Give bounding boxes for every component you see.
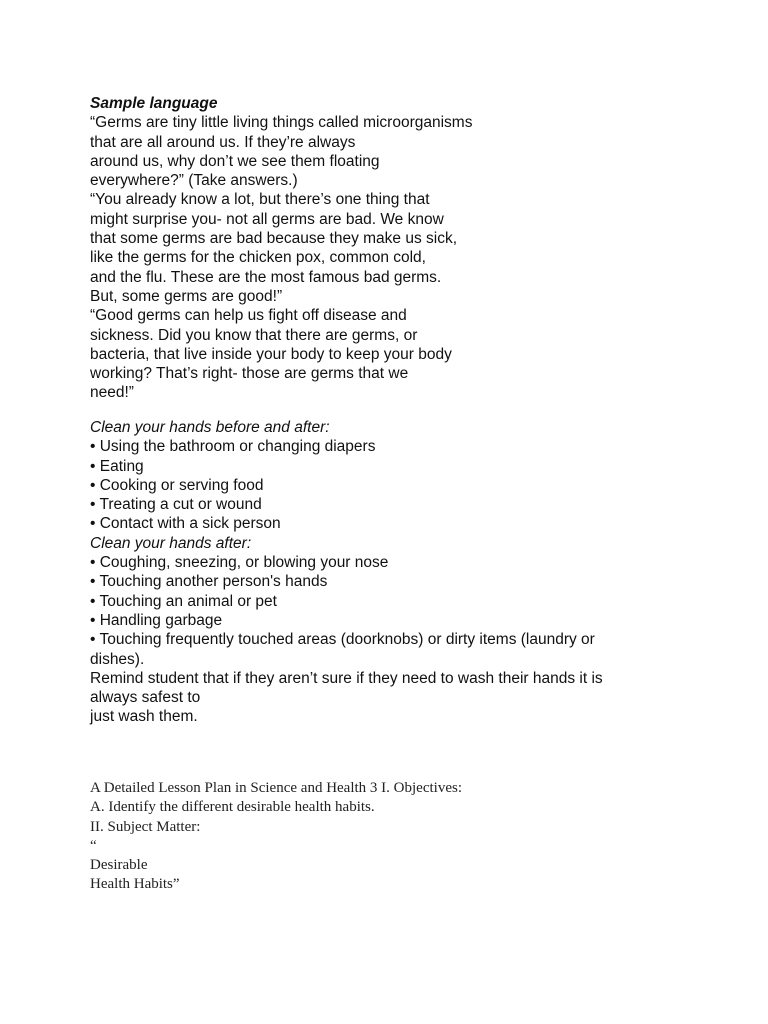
text-line: “Germs are tiny little living things called microorganisms (90, 114, 473, 132)
lesson-plan-section (90, 779, 462, 895)
text-line: sickness. Did you know that there are germs, or (90, 326, 418, 344)
lesson-plan-line: A Detailed Lesson Plan in Science and Health 3 I. Objectives: (90, 780, 462, 796)
lesson-plan-line: Desirable (90, 857, 148, 874)
hand-washing-section (90, 418, 640, 727)
lesson-plan-line: Health Habits” (90, 876, 180, 893)
text-line: “Good germs can help us fight off disease and (90, 307, 407, 325)
section-heading: Sample language (90, 95, 218, 112)
text-line: might surprise you- not all germs are bad. We know (90, 210, 444, 228)
bullet-item: • Touching another person's hands (90, 573, 328, 591)
bullet-item: • Eating (90, 457, 144, 475)
reminder-line: always safest to (90, 689, 201, 707)
text-line: working? That’s right- those are germs that we (90, 365, 409, 383)
text-line: that are all around us. If they’re always (90, 133, 356, 151)
bullet-item: • Coughing, sneezing, or blowing your nose (90, 554, 389, 572)
bullet-item: • Treating a cut or wound (90, 496, 262, 514)
text-line: bacteria, that live inside your body to keep your body (90, 345, 452, 363)
reminder-line: Remind student that if they aren’t sure if they need to wash their hands it is (90, 669, 603, 687)
lesson-plan-line: A. Identify the different desirable health habits. (90, 799, 375, 816)
bullet-item-line: dishes). (90, 650, 145, 668)
bullet-item: • Handling garbage (90, 611, 223, 629)
text-line: need!” (90, 384, 134, 402)
text-line: like the germs for the chicken pox, common cold, (90, 249, 426, 267)
text-line: around us, why don’t we see them floating (90, 152, 380, 170)
bullet-item-line: • Touching frequently touched areas (doorknobs) or dirty items (laundry or (90, 631, 595, 649)
sample-language-section (90, 94, 472, 403)
bullet-item: • Cooking or serving food (90, 476, 264, 494)
text-line: that some germs are bad because they make us sick, (90, 230, 458, 248)
text-line: But, some germs are good!” (90, 287, 283, 305)
bullet-item: • Contact with a sick person (90, 515, 281, 533)
text-line: everywhere?” (Take answers.) (90, 172, 298, 190)
lesson-plan-line: “ (90, 837, 97, 854)
reminder-line: just wash them. (90, 708, 198, 726)
text-line: and the flu. These are the most famous bad germs. (90, 268, 442, 286)
text-line: “You already know a lot, but there’s one thing that (90, 191, 430, 209)
bullet-item: • Touching an animal or pet (90, 592, 277, 610)
lesson-plan-line: II. Subject Matter: (90, 818, 201, 835)
after-heading: Clean your hands after: (90, 534, 252, 552)
bullet-item: • Using the bathroom or changing diapers (90, 438, 376, 456)
before-after-heading: Clean your hands before and after: (90, 419, 330, 436)
